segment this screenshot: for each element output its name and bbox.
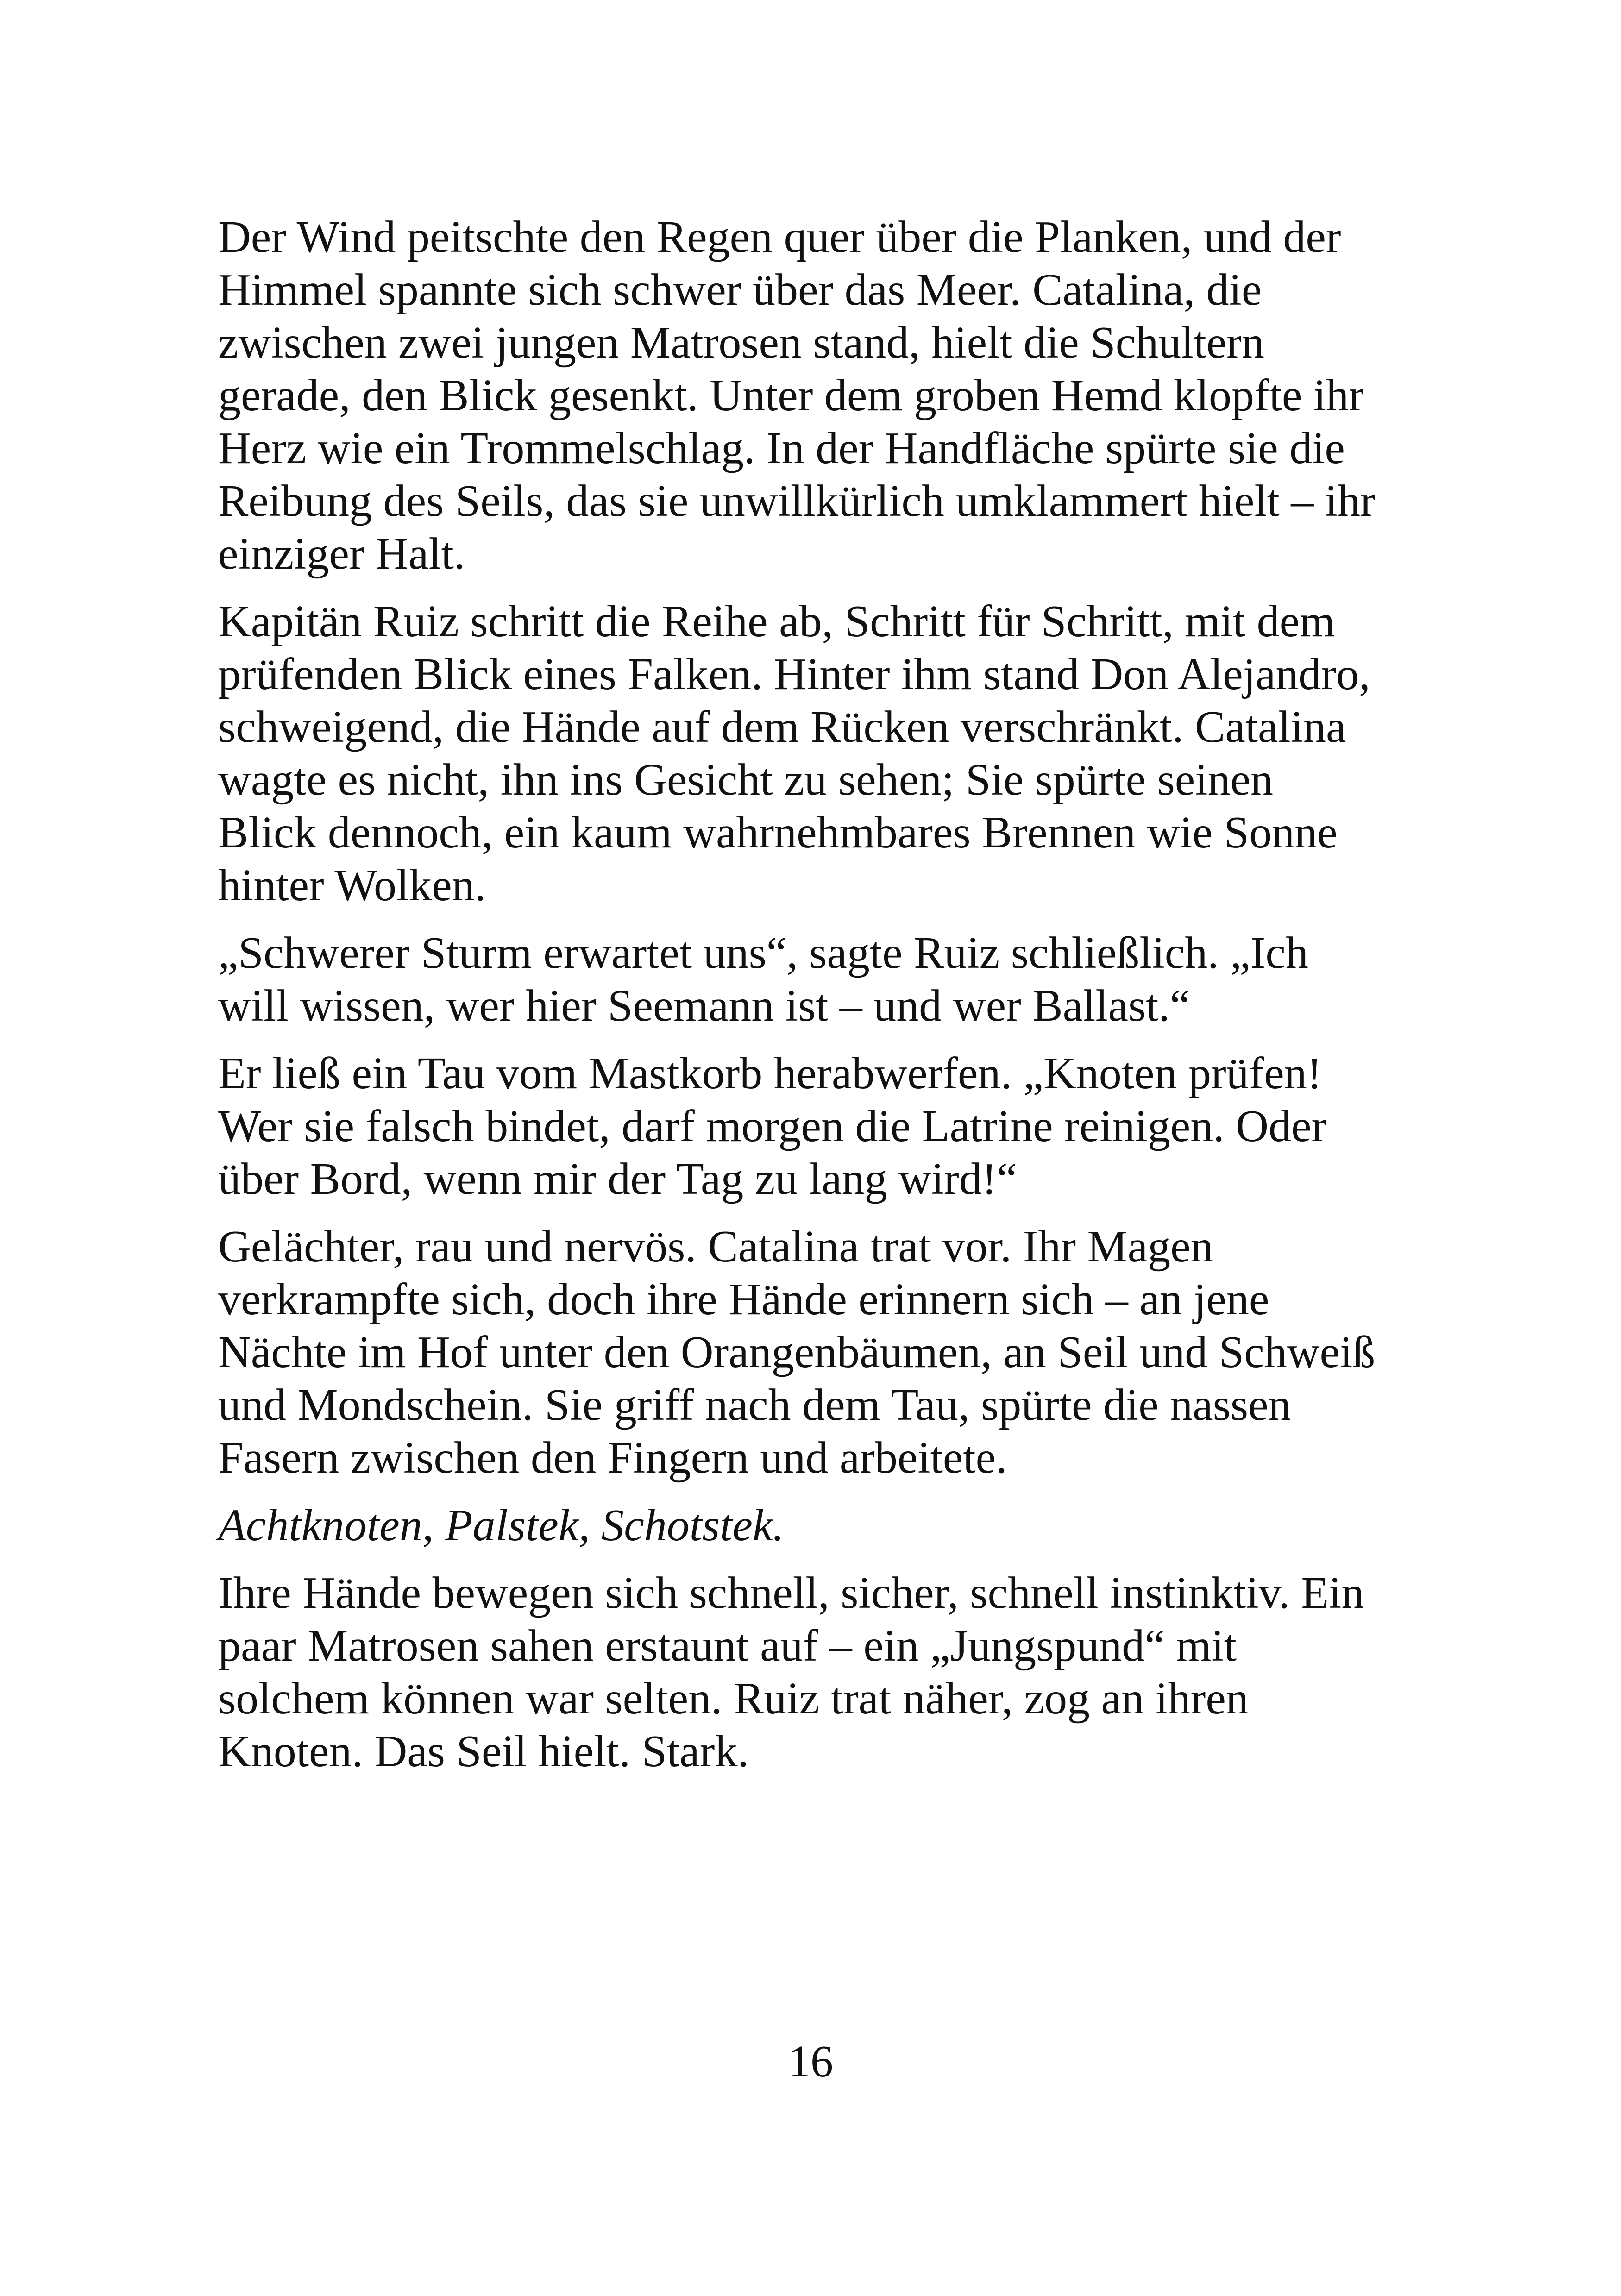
text-line: Blick dennoch, ein kaum wahrnehmbares Brennen wie Sonne	[218, 808, 1338, 858]
text-line: Kapitän Ruiz schritt die Reihe ab, Schritt für Schritt, mit dem	[218, 596, 1335, 646]
paragraph	[218, 595, 1445, 912]
text-line: Achtknoten, Palstek, Schotstek.	[218, 1500, 784, 1550]
text-line: Gelächter, rau und nervös. Catalina trat vor. Ihr Magen	[218, 1222, 1213, 1272]
text-line: Himmel spannte sich schwer über das Meer. Catalina, die	[218, 265, 1262, 315]
text-line: paar Matrosen sahen erstaunt auf – ein „Jungspund“ mit	[218, 1621, 1237, 1671]
text-line: Wer sie falsch bindet, darf morgen die Latrine reinigen. Oder	[218, 1101, 1327, 1151]
text-line: Fasern zwischen den Fingern und arbeitete.	[218, 1433, 1007, 1483]
text-line: Der Wind peitschte den Regen quer über die Planken, und der	[218, 212, 1341, 262]
paragraph	[218, 1567, 1445, 1778]
text-line: „Schwerer Sturm erwartet uns“, sagte Ruiz schließlich. „Ich	[218, 928, 1308, 978]
paragraph	[218, 927, 1445, 1032]
text-line: Herz wie ein Trommelschlag. In der Handfläche spürte sie die	[218, 423, 1345, 473]
page-number: 16	[788, 2037, 833, 2087]
paragraph	[218, 1047, 1445, 1205]
body-text	[218, 211, 1445, 1793]
text-line: einziger Halt.	[218, 529, 465, 579]
text-line: wagte es nicht, ihn ins Gesicht zu sehen; Sie spürte seinen	[218, 755, 1273, 805]
text-line: Knoten. Das Seil hielt. Stark.	[218, 1726, 749, 1776]
italic-paragraph	[218, 1499, 1445, 1552]
text-line: gerade, den Blick gesenkt. Unter dem groben Hemd klopfte ihr	[218, 370, 1364, 420]
text-line: und Mondschein. Sie griff nach dem Tau, spürte die nassen	[218, 1380, 1291, 1430]
text-line: zwischen zwei jungen Matrosen stand, hielt die Schultern	[218, 318, 1264, 368]
text-line: verkrampfte sich, doch ihre Hände erinnern sich – an jene	[218, 1274, 1269, 1324]
text-line: Nächte im Hof unter den Orangenbäumen, an Seil und Schweiß	[218, 1327, 1376, 1377]
paragraph	[218, 211, 1445, 580]
paragraph	[218, 1220, 1445, 1484]
text-line: über Bord, wenn mir der Tag zu lang wird!“	[218, 1154, 1017, 1204]
text-line: solchem können war selten. Ruiz trat näher, zog an ihren	[218, 1674, 1249, 1724]
text-line: Ihre Hände bewegen sich schnell, sicher, schnell instinktiv. Ein	[218, 1568, 1364, 1618]
text-line: Er ließ ein Tau vom Mastkorb herabwerfen. „Knoten prüfen!	[218, 1048, 1322, 1098]
text-line: hinter Wolken.	[218, 860, 486, 910]
text-line: schweigend, die Hände auf dem Rücken verschränkt. Catalina	[218, 702, 1346, 752]
text-line: prüfenden Blick eines Falken. Hinter ihm stand Don Alejandro,	[218, 649, 1370, 699]
text-line: will wissen, wer hier Seemann ist – und wer Ballast.“	[218, 981, 1190, 1031]
text-line: Reibung des Seils, das sie unwillkürlich umklammert hielt – ihr	[218, 476, 1376, 526]
